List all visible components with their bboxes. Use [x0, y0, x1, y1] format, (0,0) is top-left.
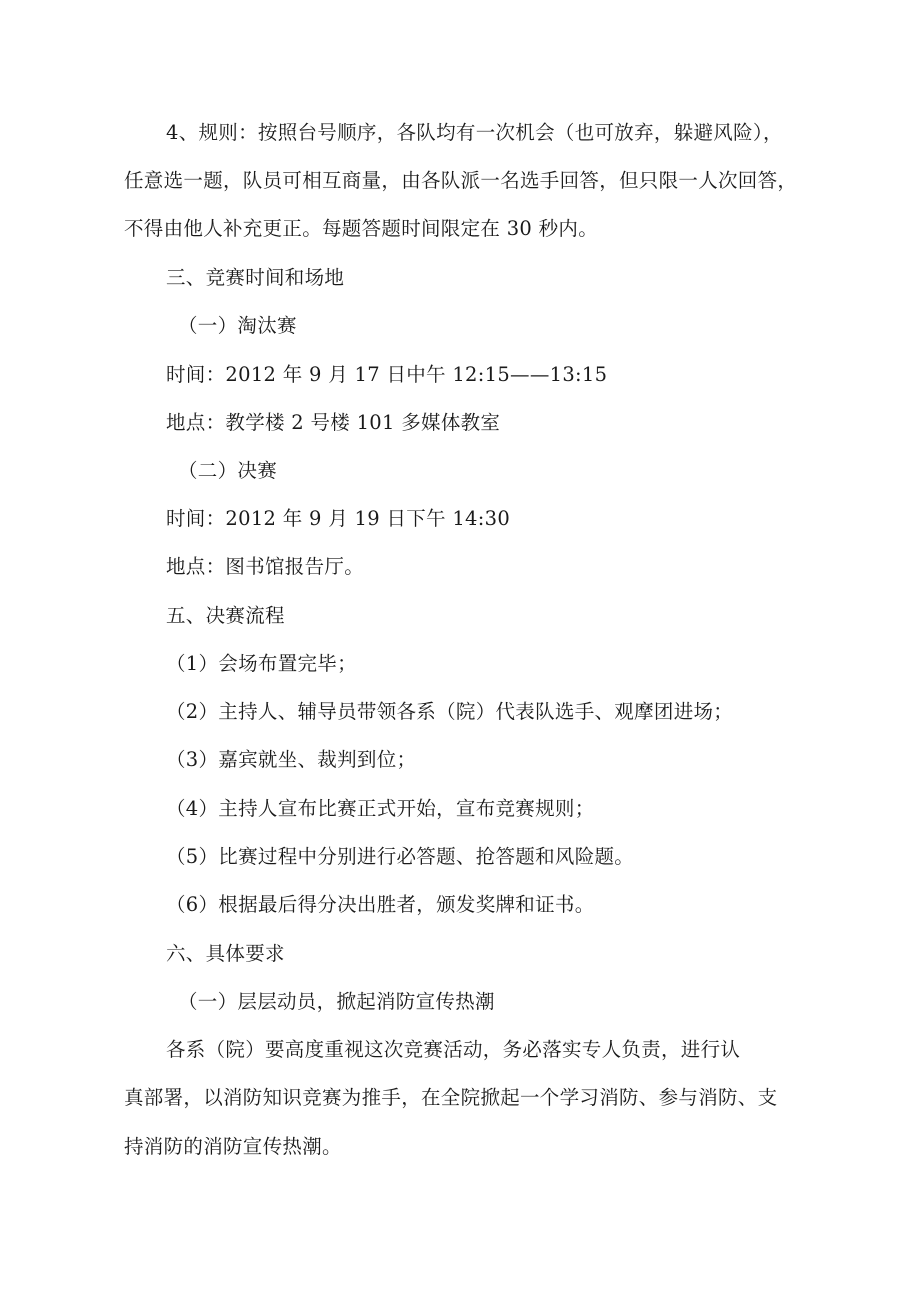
rule-paragraph-line-3: 不得由他人补充更正。每题答题时间限定在 30 秒内。: [124, 217, 599, 240]
final-venue: 地点：图书馆报告厅。: [166, 555, 365, 578]
process-step-4: （4）主持人宣布比赛正式开始，宣布竞赛规则；: [166, 797, 595, 820]
requirements-paragraph-line-1: 各系（院）要高度重视这次竞赛活动，务必落实专人负责，进行认: [166, 1038, 741, 1061]
final-time: 时间：2012 年 9 月 19 日下午 14:30: [166, 507, 511, 530]
subheading-final: （二）决赛: [178, 459, 278, 482]
rule-paragraph-line-2: 任意选一题，队员可相互商量，由各队派一名选手回答，但只限一人次回答，: [124, 169, 798, 192]
subheading-mobilization: （一）层层动员，掀起消防宣传热潮: [178, 990, 495, 1013]
elimination-time: 时间：2012 年 9 月 17 日中午 12:15——13:15: [166, 363, 608, 386]
section-heading-final-process: 五、决赛流程: [166, 604, 285, 627]
requirements-paragraph-line-2: 真部署，以消防知识竞赛为推手，在全院掀起一个学习消防、参与消防、支: [124, 1086, 778, 1109]
process-step-3: （3）嘉宾就坐、裁判到位；: [166, 748, 417, 771]
elimination-venue: 地点：教学楼 2 号楼 101 多媒体教室: [166, 411, 501, 434]
requirements-paragraph-line-3: 持消防的消防宣传热潮。: [124, 1135, 342, 1158]
process-step-6: （6）根据最后得分决出胜者，颁发奖牌和证书。: [166, 893, 595, 916]
subheading-elimination: （一）淘汰赛: [178, 314, 297, 337]
section-heading-time-venue: 三、竞赛时间和场地: [166, 266, 345, 289]
rule-paragraph-line-1: 4、规则：按照台号顺序，各队均有一次机会（也可放弃，躲避风险），: [166, 121, 783, 144]
section-heading-requirements: 六、具体要求: [166, 942, 285, 965]
process-step-2: （2）主持人、辅导员带领各系（院）代表队选手、观摩团进场；: [166, 700, 734, 723]
process-step-5: （5）比赛过程中分别进行必答题、抢答题和风险题。: [166, 845, 635, 868]
process-step-1: （1）会场布置完毕；: [166, 652, 357, 675]
